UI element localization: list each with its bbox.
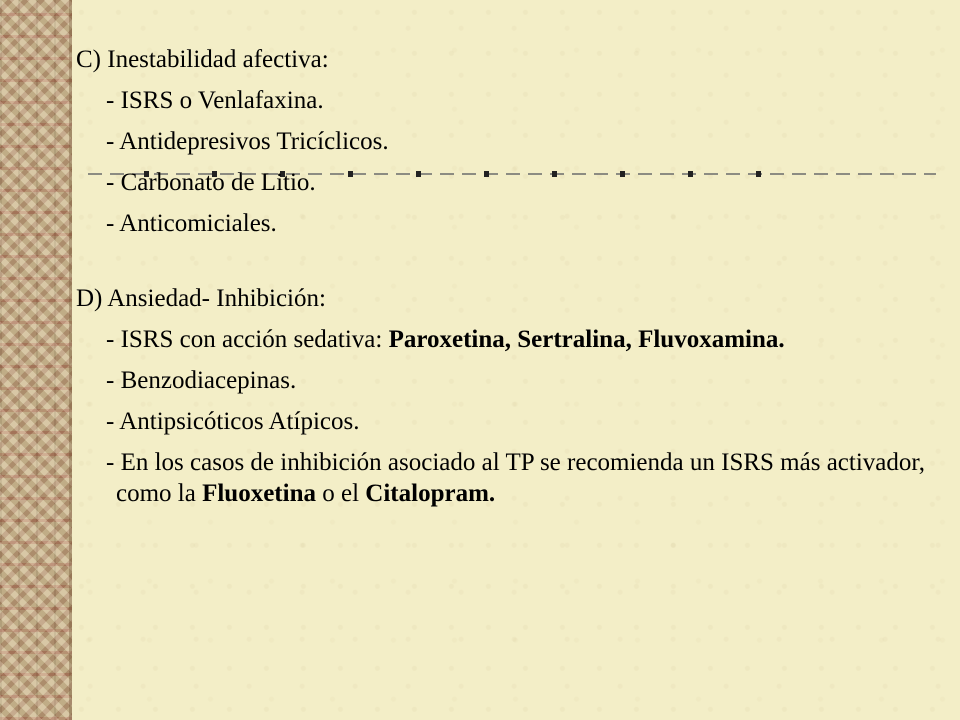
list-item — [76, 324, 936, 355]
slide-content — [76, 44, 936, 509]
drug-name: Fluoxetina — [202, 480, 316, 507]
drug-names: Paroxetina, Sertralina, Fluvoxamina. — [388, 326, 785, 353]
item-text: - En los casos de inhibición asociado al TP se recomienda un ISRS más activador, como la — [106, 449, 925, 507]
item-text: - ISRS con acción sedativa: — [106, 326, 389, 353]
list-item — [76, 447, 936, 509]
list-item: - Anticomiciales. — [106, 210, 277, 237]
item-text: o el — [316, 480, 366, 507]
section-d-heading: D) Ansiedad- Inhibición: — [76, 285, 326, 312]
list-item: - Benzodiacepinas. — [106, 367, 297, 394]
list-item: - ISRS o Venlafaxina. — [106, 87, 324, 114]
drug-name: Citalopram. — [365, 480, 496, 507]
section-c-heading: C) Inestabilidad afectiva: — [76, 46, 329, 73]
list-item: - Antidepresivos Tricíclicos. — [106, 128, 389, 155]
list-item: - Carbonato de Litio. — [106, 169, 316, 196]
decorative-left-border — [0, 0, 72, 720]
list-item: - Antipsicóticos Atípicos. — [106, 408, 360, 435]
